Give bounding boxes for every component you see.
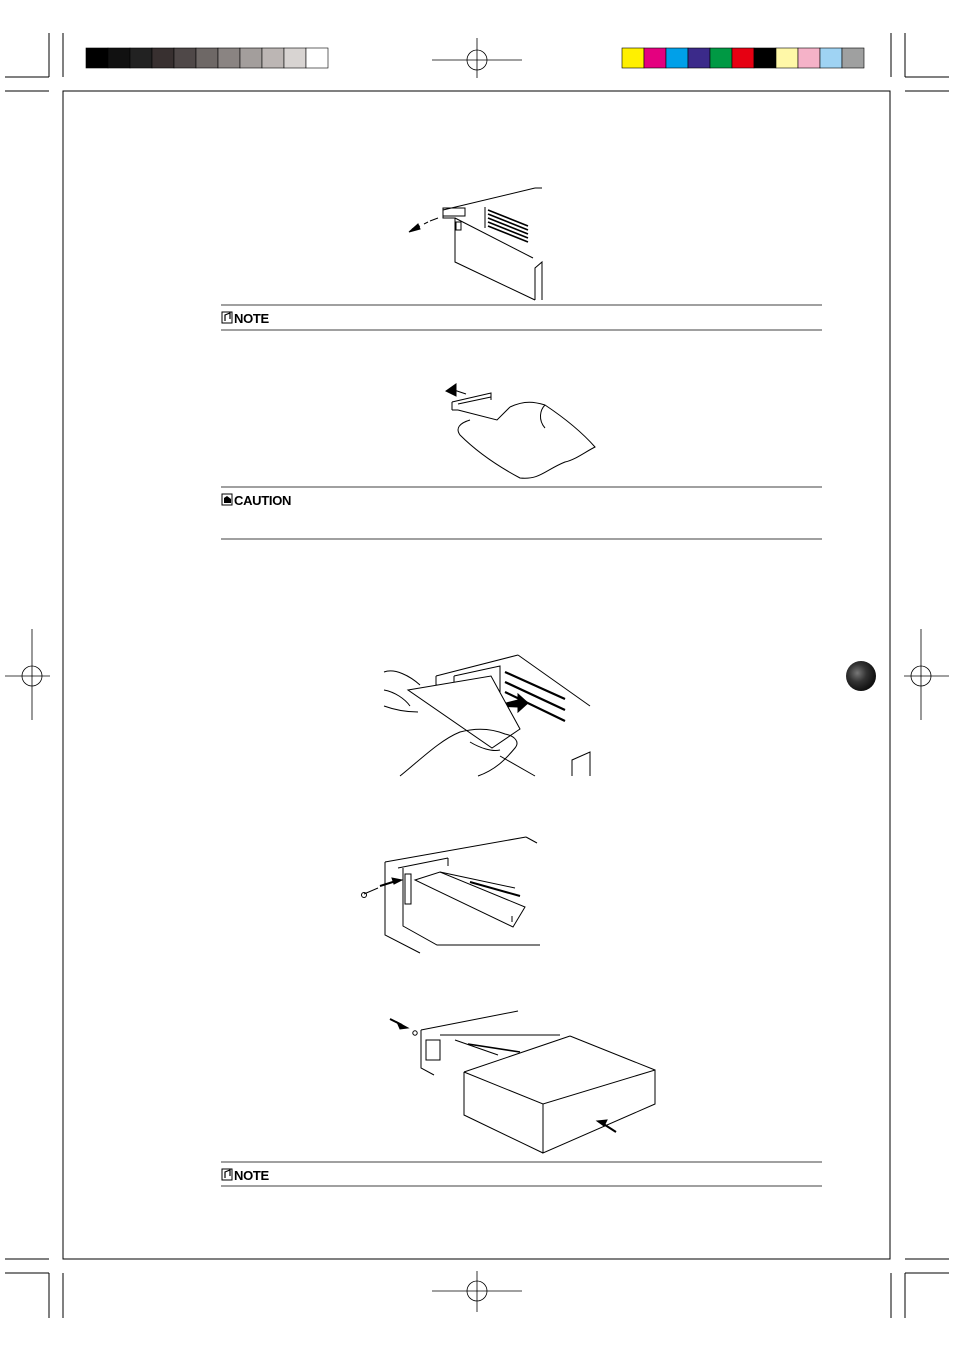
illustration-replace-cover [390, 1011, 655, 1153]
calibration-swatch [644, 48, 666, 68]
calibration-swatch [710, 48, 732, 68]
calibration-swatch [218, 48, 240, 68]
caution-hand-icon [222, 494, 232, 505]
music-note-icon [222, 312, 232, 323]
rule-lines [221, 305, 822, 1186]
registration-mark-bottom [432, 1271, 522, 1312]
calibration-swatch [688, 48, 710, 68]
calibration-swatch [152, 48, 174, 68]
section-tab [846, 661, 876, 691]
calibration-swatch [732, 48, 754, 68]
calibration-swatch [262, 48, 284, 68]
calibration-swatch [776, 48, 798, 68]
calibration-swatch [284, 48, 306, 68]
registration-mark-left [5, 629, 50, 720]
illustration-card-from-bag [446, 384, 595, 478]
registration-mark-top [432, 38, 522, 78]
illustration-fasten-screw [362, 837, 541, 953]
calibration-swatch [196, 48, 218, 68]
illustration-insert-card [384, 655, 590, 776]
crop-marks [5, 33, 949, 1318]
page-frame [63, 91, 890, 1259]
calibration-swatch [86, 48, 108, 68]
color-calibration-bar [622, 48, 864, 68]
calibration-swatch [842, 48, 864, 68]
calibration-swatch [108, 48, 130, 68]
calibration-swatch [240, 48, 262, 68]
calibration-swatch [622, 48, 644, 68]
note-label: NOTE [234, 311, 269, 326]
note-label-bottom: NOTE [234, 1168, 269, 1183]
calibration-swatch [820, 48, 842, 68]
calibration-swatch [306, 48, 328, 68]
calibration-swatch [666, 48, 688, 68]
caution-label: CAUTION [234, 493, 292, 508]
illustration-remove-slot-cover [409, 188, 542, 300]
grayscale-calibration-bar [86, 48, 328, 68]
calibration-swatch [798, 48, 820, 68]
calibration-swatch [130, 48, 152, 68]
music-note-icon [222, 1169, 232, 1180]
calibration-swatch [754, 48, 776, 68]
calibration-swatch [174, 48, 196, 68]
registration-mark-right [904, 629, 949, 720]
